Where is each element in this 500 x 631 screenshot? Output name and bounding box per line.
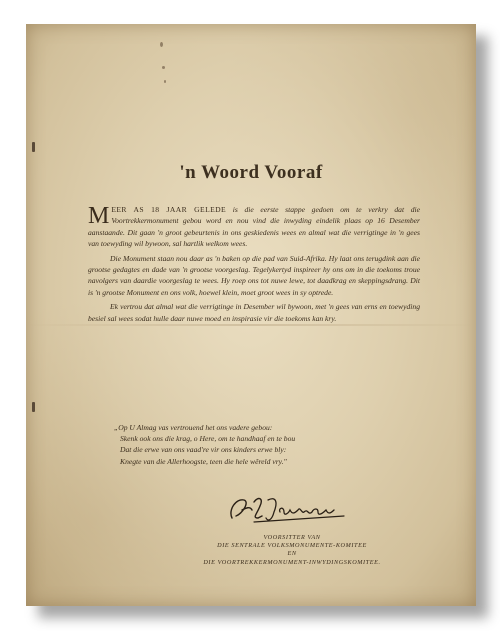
body-text <box>88 204 420 327</box>
paper-spot <box>160 42 163 47</box>
poem-line: Skenk ook ons die krag, o Here, om te handhaaf en te bou <box>120 434 296 444</box>
paper-spot <box>162 66 165 69</box>
staple-mark-top <box>32 142 35 152</box>
poem-line: Dat die erwe van ons vaad're vir ons kinders erwe bly: <box>120 445 287 455</box>
handwritten-signature <box>224 492 354 533</box>
drop-cap: M <box>88 203 110 229</box>
signatory-title-block <box>146 534 438 567</box>
paragraph-1-text: is die eerste stappe gedoen om te verkry dat die Voortrekkermonument gebou word en nou vind die inwyding eindelik plaas op 16 Desember aanstaande. Dit gaan 'n groot gebeurtenis in ons geskiedenis wees en almal wat die verrigtinge in 'n gees van toewyding wil bywoon, sal hartlik welkom wees. <box>88 205 420 249</box>
signatory-line: DIE SENTRALE VOLKSMONUMENTE-KOMITEE <box>217 542 367 550</box>
paper-spot <box>164 80 166 83</box>
paragraph-1 <box>88 204 420 250</box>
poem-line: Knegte van die Allerhoogste, teen die hele wêreld vry." <box>120 456 287 466</box>
signature-graphic <box>224 492 354 528</box>
poem-quote <box>114 422 414 467</box>
signatory-line: VOORSITTER VAN <box>263 534 321 541</box>
paragraph-3: Ek vertrou dat almal wat die verrigtinge in Desember wil bywoon, met 'n gees van erns en toewyding besiel sal wees sodat hulle daar nuwe moed en inspirasie vir die toekoms kan kry. <box>88 302 420 323</box>
page-title: 'n Woord Vooraf <box>179 162 323 183</box>
paragraph-2: Die Monument staan nou daar as 'n baken op die pad van Suid-Afrika. Hy laat ons terugdink aan die grootse gedagtes en dade van 'n grootse voorgeslag. Tegelykertyd inspireer hy ons om in die toekoms troue navolgers van daardie voorgeslag te wees. Hy roep ons tot nuwe lewe, tot daadkrag en skeppingsdrang. Dit is 'n grootse Monument en ons volk, hoewel klein, moet groot wees in sy optrede. <box>88 253 420 297</box>
poem-line: „Op U Almag vas vertrouend het ons vadere gebou: <box>114 423 273 432</box>
document-page <box>26 24 476 606</box>
staple-mark-bottom <box>32 402 35 412</box>
signatory-line: DIE VOORTREKKERMONUMENT-INWYDINGSKOMITEE. <box>203 558 381 566</box>
signatory-line: EN <box>287 550 297 558</box>
lead-caps: EER AS 18 JAAR GELEDE <box>111 205 227 214</box>
